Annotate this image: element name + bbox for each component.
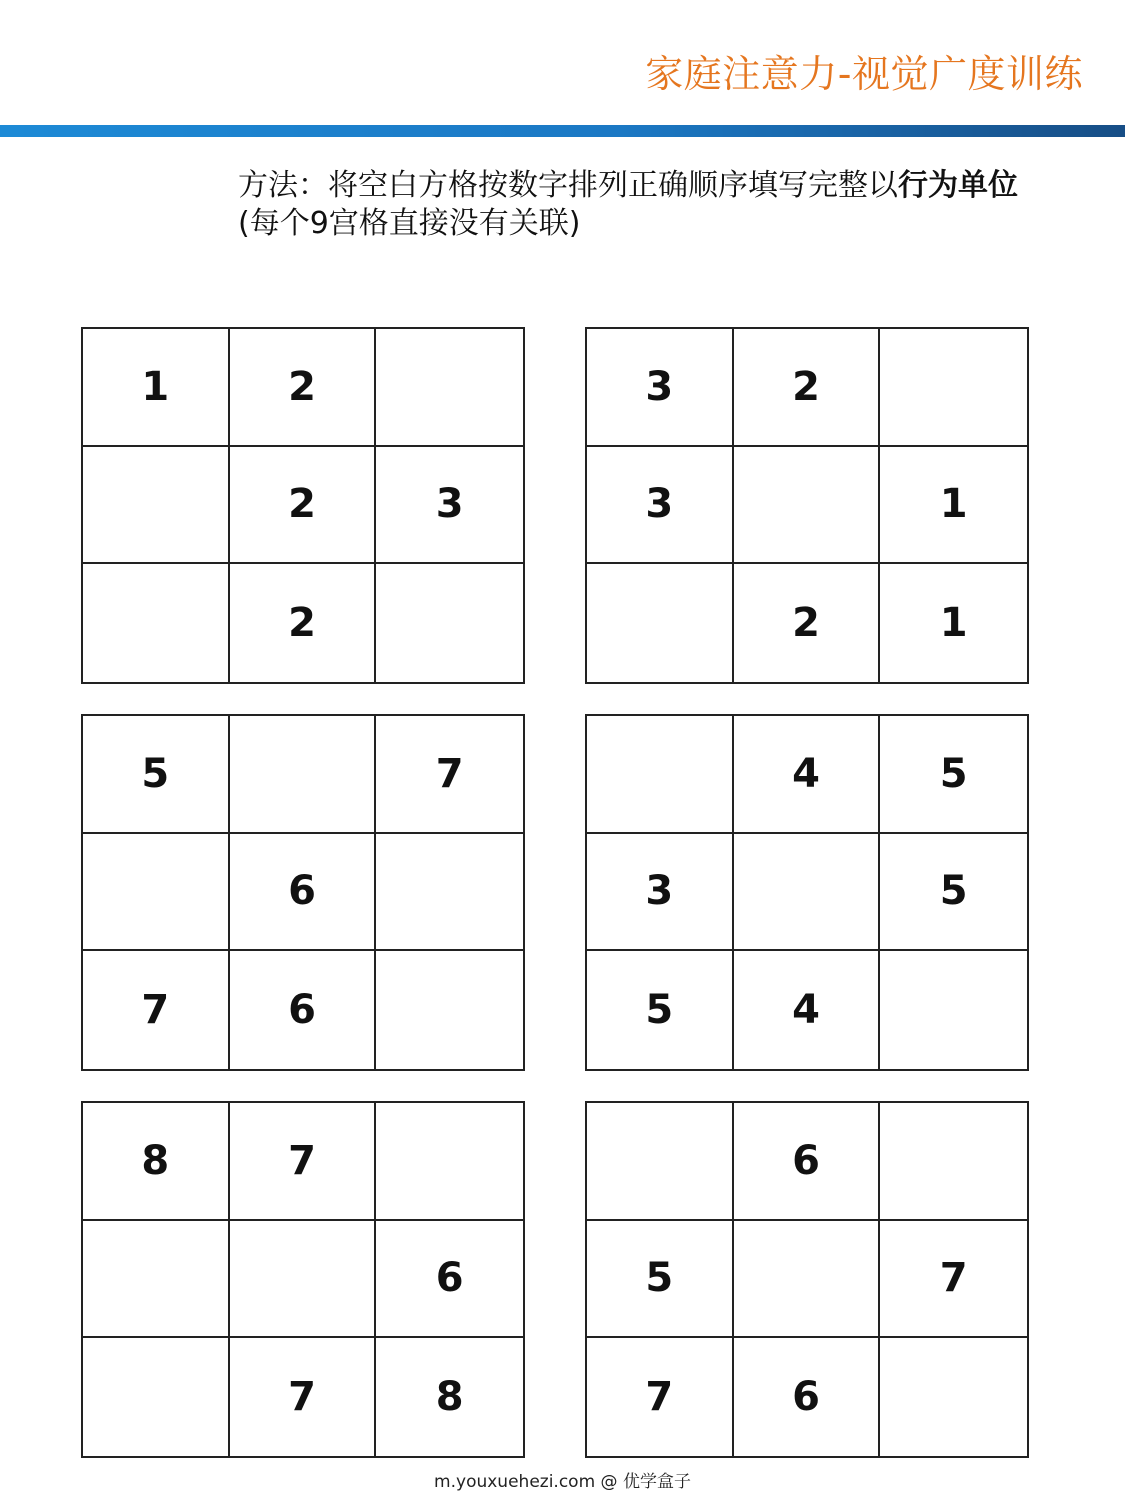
grid-cell[interactable]: 1	[880, 447, 1027, 565]
grid-cell[interactable]: 7	[230, 1103, 377, 1221]
grid-cell[interactable]: 8	[435, 1374, 464, 1421]
grid-cell[interactable]	[880, 1103, 1027, 1221]
grid-cell[interactable]: 6	[230, 834, 377, 952]
grid-cell[interactable]: 7	[376, 716, 523, 834]
grid-cell[interactable]: 7	[230, 1338, 377, 1456]
instructions-emphasis: 行为单位	[898, 168, 1018, 203]
grid-cell[interactable]: 5	[83, 716, 230, 834]
nine-grid-1	[81, 327, 525, 684]
grid-cell[interactable]: 5	[587, 1221, 734, 1339]
grid-cell[interactable]: 8	[83, 1103, 230, 1221]
instructions-text: 方法：将空白方格按数字排列正确顺序填写完整以	[238, 168, 898, 203]
grid-cell[interactable]: 6	[734, 1103, 881, 1221]
grid-cell[interactable]: 1	[939, 600, 968, 647]
page-title: 家庭注意力-视觉广度训练	[645, 52, 1083, 96]
footer-source: m.youxuehezi.com @ 优学盒子	[434, 1472, 691, 1492]
grid-cell[interactable]	[880, 1338, 1027, 1456]
grid-cell[interactable]: 7	[587, 1338, 734, 1456]
grid-cell[interactable]	[734, 1221, 881, 1339]
grid-cell[interactable]: 6	[376, 1221, 523, 1339]
grid-cell[interactable]	[880, 951, 1027, 1069]
grid-cell[interactable]	[376, 329, 523, 447]
grid-cell[interactable]	[376, 564, 523, 682]
instructions-line-2: (每个9宫格直接没有关联)	[238, 206, 581, 241]
header-divider-bar	[0, 125, 1125, 137]
grid-cell[interactable]: 6	[734, 1338, 881, 1456]
grid-cell[interactable]	[734, 447, 881, 565]
grid-cell[interactable]: 3	[587, 834, 734, 952]
grid-cell[interactable]	[230, 716, 377, 834]
grid-cell[interactable]: 3	[587, 329, 734, 447]
instructions	[238, 167, 1118, 243]
grid-cell[interactable]	[587, 716, 734, 834]
grid-cell[interactable]	[83, 834, 230, 952]
nine-grid-5	[81, 1101, 525, 1458]
grid-cell[interactable]: 5	[880, 834, 1027, 952]
grid-cell[interactable]: 6	[230, 951, 377, 1069]
nine-grid-2	[585, 327, 1029, 684]
grid-cell[interactable]	[376, 834, 523, 952]
grid-cell[interactable]	[83, 447, 230, 565]
grid-cell[interactable]	[587, 564, 734, 682]
grid-cell[interactable]: 7	[880, 1221, 1027, 1339]
grid-cell[interactable]: 1	[83, 329, 230, 447]
nine-grid-4	[585, 714, 1029, 1071]
grid-cell[interactable]: 4	[734, 716, 881, 834]
grid-cell[interactable]	[376, 1103, 523, 1221]
grid-cell[interactable]: 2	[230, 329, 377, 447]
grid-cell[interactable]	[376, 951, 523, 1069]
grid-cell[interactable]: 5	[587, 951, 734, 1069]
grid-cell[interactable]: 2	[734, 564, 881, 682]
grid-cell[interactable]	[83, 1221, 230, 1339]
grid-cell[interactable]	[587, 1103, 734, 1221]
instructions-line-1	[238, 167, 1118, 205]
nine-grid-6	[585, 1101, 1029, 1458]
grid-cell[interactable]	[734, 834, 881, 952]
grid-cell[interactable]: 2	[734, 329, 881, 447]
grid-cell[interactable]: 3	[587, 447, 734, 565]
grid-cell[interactable]	[230, 1221, 377, 1339]
grid-cell[interactable]	[83, 564, 230, 682]
grid-cell[interactable]: 4	[734, 951, 881, 1069]
grid-cell[interactable]: 7	[83, 951, 230, 1069]
grid-cell[interactable]	[83, 1338, 230, 1456]
grid-cell[interactable]: 2	[230, 447, 377, 565]
grid-cell[interactable]	[880, 329, 1027, 447]
nine-grid-3	[81, 714, 525, 1071]
grid-cell[interactable]: 3	[376, 447, 523, 565]
grid-cell[interactable]: 2	[230, 564, 377, 682]
grid-cell[interactable]: 5	[880, 716, 1027, 834]
